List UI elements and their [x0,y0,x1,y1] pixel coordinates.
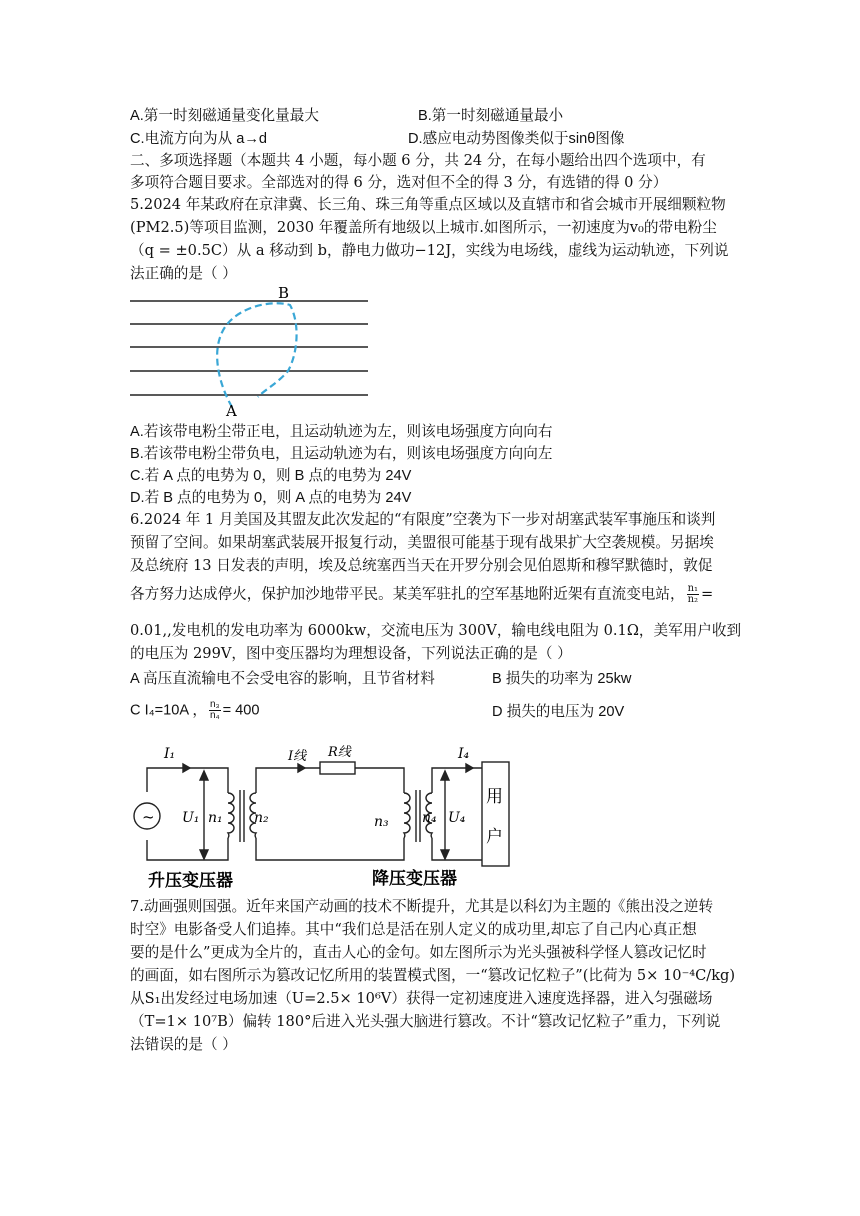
frac-numerator: n₁ [687,583,699,594]
coil-n3-icon [404,793,410,838]
q5-stem-line2: (PM2.5)等项目监测，2030 年覆盖所有地级以上城市.如图所示，一初速度为v₀的带电粉尘 [130,219,717,236]
frac-numerator: n₃ [209,699,220,710]
user-box [482,762,509,866]
label-n2: n₂ [254,810,269,826]
arrow-down-icon [200,850,208,859]
user-label-1: 用 [486,787,503,807]
q6-stem-line5: 0.01,,发电机的发电功率为 6000kw，交流电压为 300V，输电线电阻为 0.1Ω，美军用户收到 [130,622,742,639]
q4-option-c: C.电流方向为从 a→d [130,131,268,147]
turns-ratio-n3-n4 [209,700,221,721]
primary-top-wire [147,768,228,793]
current-arrow-icon [298,764,305,772]
secondary-bottom-wire [432,838,482,860]
field-lines [130,301,368,395]
q6-stem-line6: 的电压为 299V，图中变压器均为理想设备，下列说法正确的是（ ） [130,645,572,662]
label-i1: I₁ [164,746,176,762]
arrow-down-icon [441,850,449,859]
q6-stem-line4 [130,584,770,605]
q7-stem-line5: 从S₁出发经过电场加速（U=2.5× 10⁶V）获得一定初速度进入速度选择器，进入匀强磁场 [130,990,713,1007]
label-i4: I₄ [458,746,470,762]
q6-option-a: A 高压直流输电不会受电容的影响，且节省材料 [130,671,435,687]
line-bottom [256,838,404,860]
trajectory-dashed [217,303,296,407]
q6-stem-line1: 6.2024 年 1 月美国及其盟友此次发起的“有限度”空袭为下一步对胡塞武装军事施压和谈判 [130,511,716,528]
line-top-right [355,768,404,793]
q7-stem-line1: 7.动画强则国强。近年来国产动画的技术不断提升，尤其是以科幻为主题的《熊出没之逆转 [130,898,714,915]
line-resistor-icon [320,762,355,774]
q4-option-d: D.感应电动势图像类似于sinθ图像 [408,131,625,147]
q6-option-d: D 损失的电压为 20V [492,704,625,720]
q5-stem-line3: （q = ±0.5C）从 a 移动到 b，静电力做功−12J，实线为电场线，虚线为运动轨迹，下列说 [130,242,729,259]
q7-stem-line2: 时空》电影备受人们追捧。其中“我们总是活在别人定义的成功里,却忘了自己内心真正想 [130,921,697,938]
q7-stem-line7: 法错误的是（ ） [130,1036,237,1053]
q5-stem-line1: 5.2024 年某政府在京津冀、长三角、珠三角等重点区域以及直辖市和省会城市开展细颗粒物 [130,196,726,213]
q4-option-a: A.第一时刻磁通量变化量最大 [130,108,319,124]
label-r-line: R线 [328,745,351,760]
step-up-transformer-label: 升压变压器 [148,871,233,890]
q6-stem-line2: 预留了空间。如果胡塞武装展开报复行动，美盟很可能基于现有战果扩大空袭规模。另据埃 [130,534,714,551]
point-b-label: B [278,284,290,302]
q5-field-figure [128,283,373,418]
current-arrow-icon [466,764,473,772]
q6-stem-line4-text: 各方努力达成停火，保护加沙地带平民。某美军驻扎的空军基地附近架有直流变电站， [130,585,685,603]
equals-sign: = [701,585,714,603]
section2-line1: 二、多项选择题（本题共 4 小题，每小题 6 分，共 24 分，在每小题给出四个选项中，有 [130,152,706,169]
point-a-label: A [226,402,237,418]
q7-stem-line3: 要的是什么”更成为全片的，直击人心的金句。如左图所示为光头强被科学怪人篡改记忆时 [130,944,707,961]
section2-line2: 多项符合题目要求。全部选对的得 6 分，选对但不全的得 3 分，有选错的得 0 分） [130,174,668,191]
q5-option-c: C.若 A 点的电势为 0，则 B 点的电势为 24V [130,468,412,484]
secondary-top-wire [432,768,482,793]
q6-option-c-prefix: C I₄=10A ， [130,702,207,719]
label-n1: n₁ [208,810,223,826]
turns-ratio-n1-n2 [687,584,699,605]
frac-denominator: n₄ [209,710,220,721]
q7-stem-line4: 的画面，如右图所示为篡改记忆所用的装置模式图，一“篡改记忆粒子”(比荷为 5× 10⁻⁴C/kg) [130,967,736,984]
q5-option-b: B.若该带电粉尘带负电，且运动轨迹为右，则该电场强度方向向左 [130,446,553,462]
q6-circuit-diagram [128,738,523,890]
q6-stem-line3: 及总统府 13 日发表的声明，埃及总统塞西当天在开罗分别会见伯恩斯和穆罕默德时，敦促 [130,557,713,574]
arrow-up-icon [200,771,208,780]
q6-option-c [130,700,260,721]
arrow-up-icon [441,771,449,780]
line-top-left [256,768,320,793]
q6-option-b: B 损失的功率为 25kw [492,671,632,687]
q6-option-c-suffix: = 400 [222,702,260,719]
q5-option-d: D.若 B 点的电势为 0，则 A 点的电势为 24V [130,490,412,506]
label-i-line: I线 [288,749,307,764]
user-label-2: 户 [486,827,503,847]
current-arrow-icon [183,764,190,772]
q5-stem-line4: 法正确的是（ ） [130,265,237,282]
label-n4: n₄ [422,810,437,826]
ac-source-symbol: ~ [142,808,155,826]
step-down-transformer-label: 降压变压器 [372,869,457,889]
frac-denominator: n₂ [687,594,699,605]
label-n3: n₃ [374,814,389,830]
q5-option-a: A.若该带电粉尘带正电，且运动轨迹为左，则该电场强度方向向右 [130,424,553,440]
label-u1: U₁ [182,810,200,826]
primary-bottom-wire [147,838,228,860]
label-u4: U₄ [448,810,466,826]
coil-n1-icon [228,793,234,838]
q7-stem-line6: （T=1× 10⁷B）偏转 180°后进入光头强大脑进行篡改。不计“篡改记忆粒子”重力，下列说 [130,1013,721,1030]
q4-option-b: B.第一时刻磁通量最小 [418,108,564,124]
